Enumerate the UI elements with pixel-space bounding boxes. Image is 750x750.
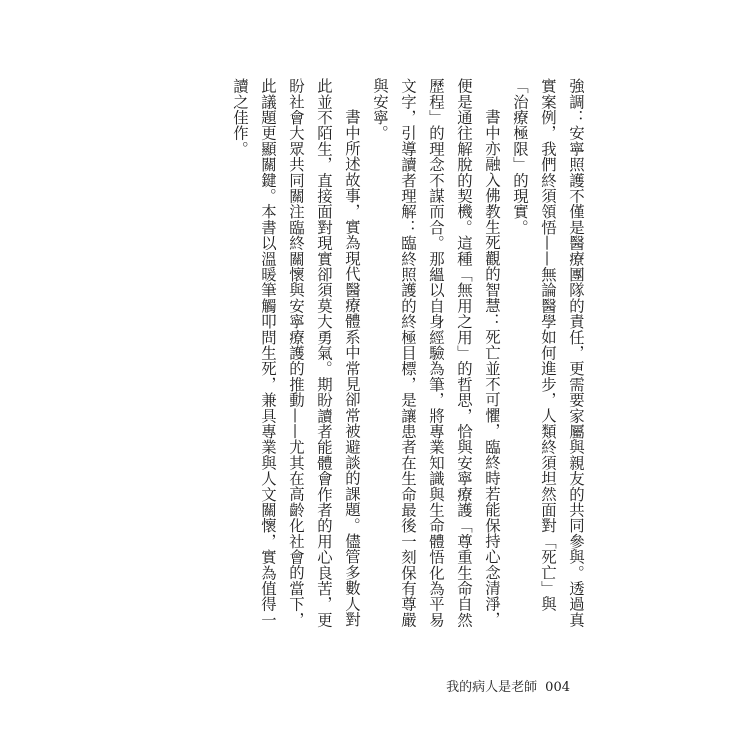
book-title: 我的病人是老師	[446, 680, 538, 695]
running-footer	[446, 676, 570, 695]
paragraph-1: 強調：安寧照護不僅是醫療團隊的責任，更需要家屬與親友的共同參與。透過真實案例，我們終須領悟——無論醫學如何進步，人類終須坦然面對「死亡」與「治療極限」的現實。	[511, 78, 585, 628]
paragraph-3: 書中所述故事，實為現代醫療體系中常見卻常被避談的課題。儘管多數人對此並不陌生，直接面對現實卻須莫大勇氣。期盼讀者能體會作者的用心良苦，更盼社會大眾共同關注臨終關懷與安寧療護的推動——尤其在高齡化社會的當下，此議題更顯關鍵。本書以溫暖筆觸叩問生死，兼具專業與人文關懷，實為值得一讀之佳作。	[231, 78, 361, 628]
page-number: 004	[545, 680, 570, 695]
paragraph-2: 書中亦融入佛教生死觀的智慧：死亡並不可懼，臨終時若能保持心念清淨，便是通往解脫的契機。這種「無用之用」的哲思，恰與安寧療護「尊重生命自然歷程」的理念不謀而合。那縕以自身經驗為筆，將專業知識與生命體悟化為平易文字，引導讀者理解：臨終照護的終極目標，是讓患者在生命最後一刻保有尊嚴與安寧。	[371, 78, 501, 628]
body-text	[226, 78, 590, 638]
